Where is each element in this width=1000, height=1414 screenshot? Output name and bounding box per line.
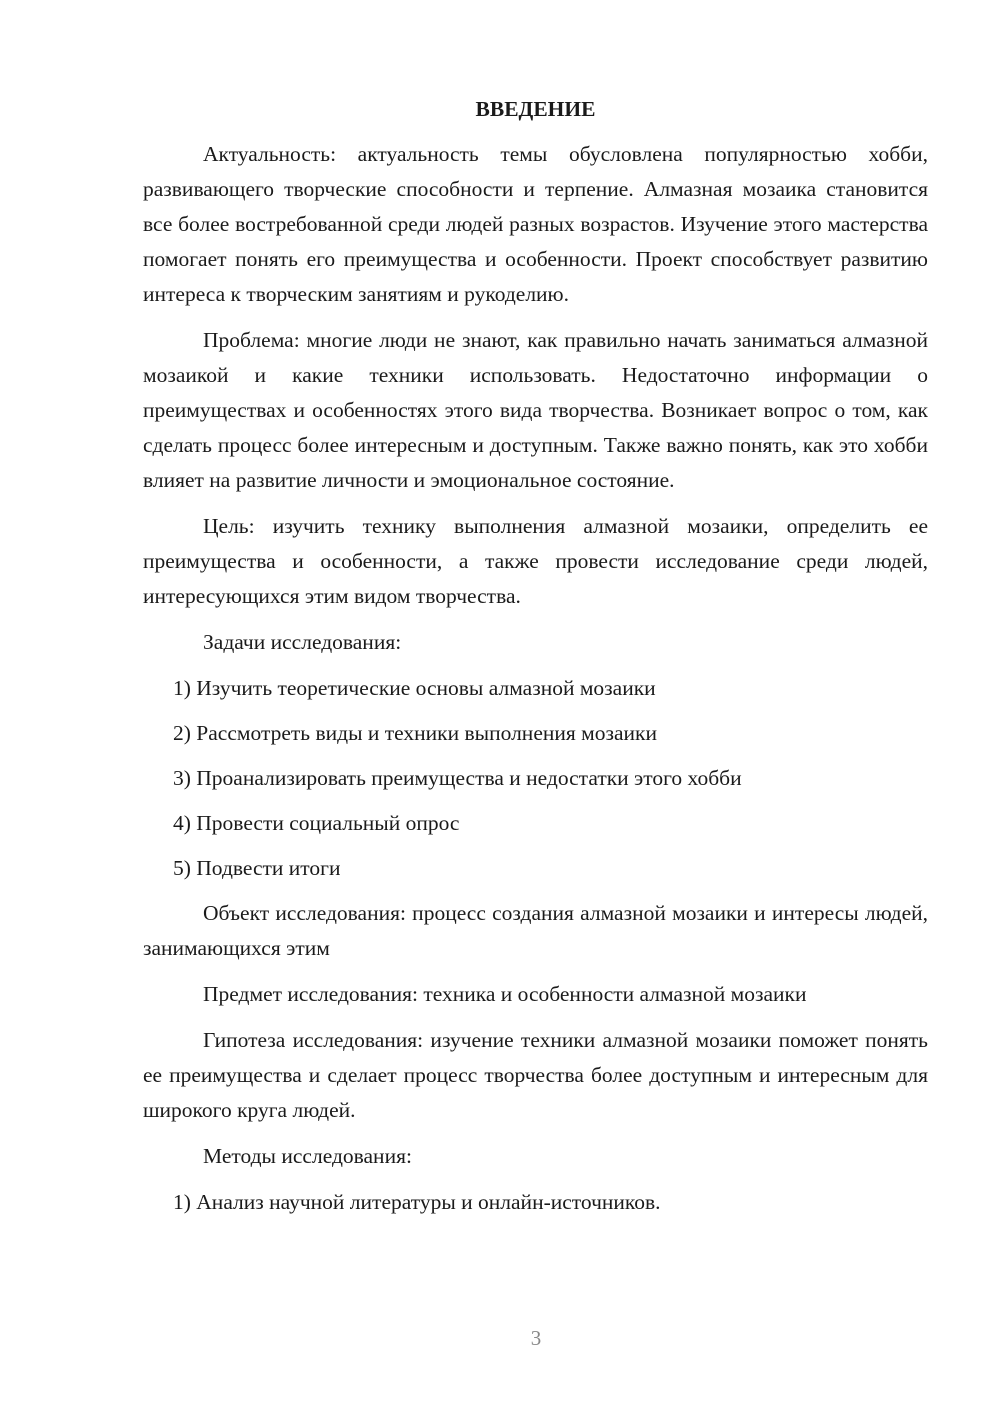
methods-list bbox=[143, 1185, 928, 1220]
section-title: ВВЕДЕНИЕ bbox=[475, 97, 596, 121]
task-item: 2) Рассмотреть виды и техники выполнения мозаики bbox=[173, 721, 657, 745]
task-item: 5) Подвести итоги bbox=[173, 856, 341, 880]
hypothesis-paragraph: Гипотеза исследования: изучение техники алмазной мозаики поможет понять ее преимущества и сделает процесс творчества более доступным и интересным для широкого круга людей. bbox=[143, 1028, 928, 1122]
document-page bbox=[143, 92, 928, 1230]
goal-paragraph: Цель: изучить технику выполнения алмазной мозаики, определить ее преимущества и особенности, а также провести исследование среди людей, интересующихся этим видом творчества. bbox=[143, 514, 928, 608]
method-item: 1) Анализ научной литературы и онлайн-источников. bbox=[173, 1190, 661, 1214]
page-number: 3 bbox=[530, 1326, 542, 1350]
object-paragraph: Объект исследования: процесс создания алмазной мозаики и интересы людей, занимающихся этим bbox=[143, 901, 928, 960]
task-item: 4) Провести социальный опрос bbox=[173, 811, 460, 835]
tasks-list bbox=[143, 671, 928, 886]
task-item: 3) Проанализировать преимущества и недостатки этого хобби bbox=[173, 766, 742, 790]
relevance-paragraph: Актуальность: актуальность темы обусловлена популярностью хобби, развивающего творческие способности и терпение. Алмазная мозаика становится все более востребованной среди людей разных возрастов. Изучение этого мастерства помогает понять его преимущества и особенности. Проект способствует развитию интереса к творческим занятиям и рукоделию. bbox=[143, 142, 928, 306]
task-item: 1) Изучить теоретические основы алмазной мозаики bbox=[173, 676, 656, 700]
problem-paragraph: Проблема: многие люди не знают, как правильно начать заниматься алмазной мозаикой и какие техники использовать. Недостаточно информации о преимуществах и особенностях этого вида творчества. Возникает вопрос о том, как сделать процесс более интересным и доступным. Также важно понять, как это хобби влияет на развитие личности и эмоциональное состояние. bbox=[143, 328, 928, 492]
tasks-heading: Задачи исследования: bbox=[203, 630, 402, 654]
subject-paragraph: Предмет исследования: техника и особенности алмазной мозаики bbox=[203, 982, 807, 1006]
methods-heading: Методы исследования: bbox=[203, 1144, 412, 1168]
